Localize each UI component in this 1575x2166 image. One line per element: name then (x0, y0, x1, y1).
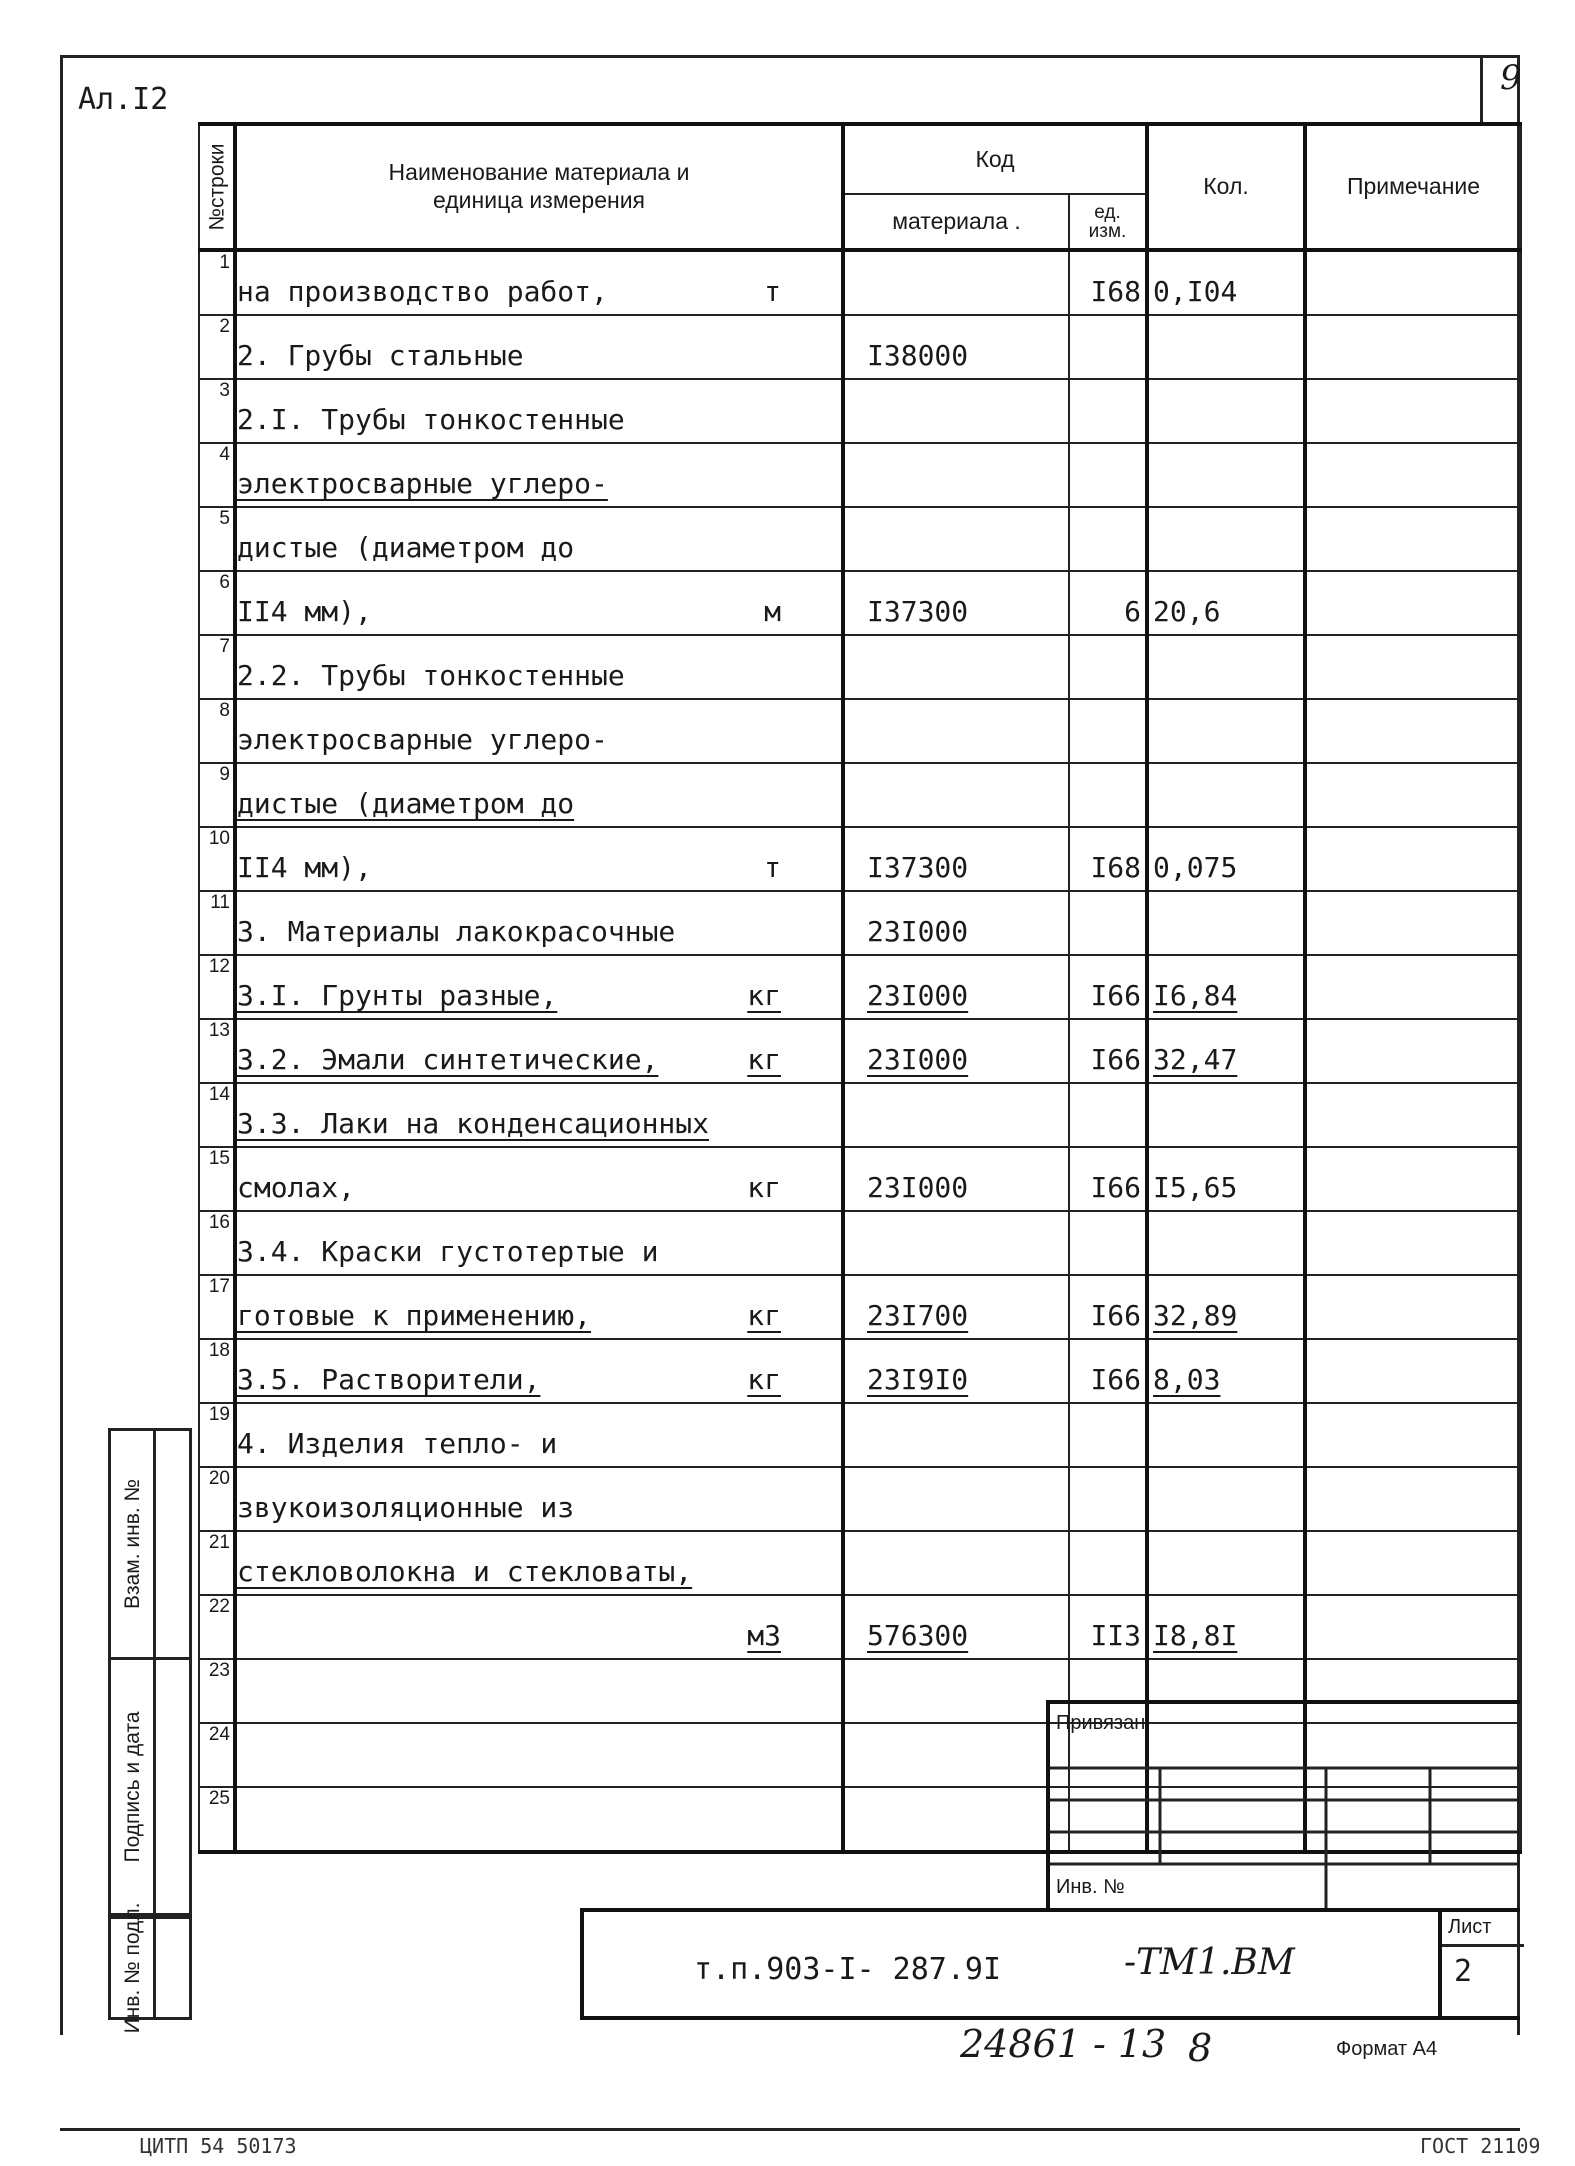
handwritten-number-2: 8 (1188, 2026, 1213, 2070)
row-number: 10 (199, 827, 235, 891)
material-name (235, 827, 843, 891)
material-name-text: 2.2. Трубы тонкостенные (237, 659, 625, 692)
row-number: 2 (199, 315, 235, 379)
table-row (199, 379, 1521, 443)
note (1305, 1147, 1521, 1211)
row-number: 1 (199, 250, 235, 315)
unit-label: м (764, 595, 781, 628)
table-row (199, 955, 1521, 1019)
row-number: 21 (199, 1531, 235, 1595)
sheet-id: Ал.I2 (78, 82, 169, 117)
material-name (235, 507, 843, 571)
quantity: 0,075 (1147, 827, 1305, 891)
material-name (235, 955, 843, 1019)
table-row (199, 1531, 1521, 1595)
material-name-text: 4. Изделия тепло- и (237, 1427, 558, 1460)
material-name (235, 1339, 843, 1403)
material-code (843, 699, 1069, 763)
material-name (235, 571, 843, 635)
table-row (199, 315, 1521, 379)
material-name-text: стекловолокна и стекловаты, (237, 1555, 693, 1588)
material-name-text: 2.I. Трубы тонкостенные (237, 403, 625, 436)
row-number: 11 (199, 891, 235, 955)
note (1305, 1403, 1521, 1467)
table-row (199, 1595, 1521, 1659)
unit-code: I68 (1069, 827, 1147, 891)
header-qty: Кол. (1147, 124, 1305, 250)
unit-code (1069, 315, 1147, 379)
note (1305, 1211, 1521, 1275)
material-code (843, 763, 1069, 827)
material-code (843, 1083, 1069, 1147)
row-number: 19 (199, 1403, 235, 1467)
material-name-text: звукоизоляционные из (237, 1491, 575, 1524)
unit-label: кг (747, 979, 781, 1012)
material-code: 23I000 (843, 1019, 1069, 1083)
material-code (843, 250, 1069, 315)
footer-right: ГОСТ 21109 (1420, 2134, 1541, 2158)
material-code (843, 1467, 1069, 1531)
unit-code (1069, 1083, 1147, 1147)
material-name-text: 3. Материалы лакокрасочные (237, 915, 676, 948)
corner-divider (1480, 55, 1483, 125)
material-name (235, 1019, 843, 1083)
material-name-text: 3.3. Лаки на конденсационных (237, 1107, 710, 1140)
stamp-privyazan: Привязан (1056, 1712, 1146, 1734)
material-name (235, 1211, 843, 1275)
material-code: 576300 (843, 1595, 1069, 1659)
unit-code (1069, 1531, 1147, 1595)
note (1305, 827, 1521, 891)
material-name (235, 699, 843, 763)
note (1305, 763, 1521, 827)
material-name (235, 1467, 843, 1531)
note (1305, 955, 1521, 1019)
note (1305, 635, 1521, 699)
material-name (235, 1147, 843, 1211)
note (1305, 1467, 1521, 1531)
material-name (235, 1531, 843, 1595)
unit-code: I66 (1069, 1019, 1147, 1083)
material-name (235, 1275, 843, 1339)
row-number: 4 (199, 443, 235, 507)
material-name-text: дистые (диаметром до (237, 531, 575, 564)
unit-code: I66 (1069, 1147, 1147, 1211)
table-row (199, 891, 1521, 955)
side-label-inv: Инв. № подл. (121, 1902, 144, 2034)
unit-label: т (764, 275, 781, 308)
material-code: I38000 (843, 315, 1069, 379)
row-number: 20 (199, 1467, 235, 1531)
quantity: 20,6 (1147, 571, 1305, 635)
header-material: материала . (843, 194, 1069, 250)
unit-label: кг (747, 1299, 781, 1332)
material-code: I37300 (843, 571, 1069, 635)
table-row (199, 1467, 1521, 1531)
row-number: 17 (199, 1275, 235, 1339)
unit-label: кг (747, 1043, 781, 1076)
material-name (235, 379, 843, 443)
row-number: 13 (199, 1019, 235, 1083)
material-name-text: 3.I. Грунты разные, (237, 979, 558, 1012)
side-vzam (108, 1428, 192, 1660)
material-code: I37300 (843, 827, 1069, 891)
header-row-no: №строки (199, 124, 235, 250)
note (1305, 1531, 1521, 1595)
header-note: Примечание (1305, 124, 1521, 250)
row-number: 12 (199, 955, 235, 1019)
material-code: 23I000 (843, 1147, 1069, 1211)
binding-stamp (1046, 1700, 1520, 1908)
note (1305, 507, 1521, 571)
quantity: 32,89 (1147, 1275, 1305, 1339)
sheet-label: Лист (1448, 1916, 1492, 1938)
note (1305, 1339, 1521, 1403)
note (1305, 891, 1521, 955)
row-number: 3 (199, 379, 235, 443)
quantity (1147, 379, 1305, 443)
unit-code (1069, 1467, 1147, 1531)
material-code: 23I9I0 (843, 1339, 1069, 1403)
material-name-text: электросварные углеро- (237, 467, 608, 500)
material-name-text: дистые (диаметром до (237, 787, 575, 820)
material-name-text: готовые к применению, (237, 1299, 592, 1332)
row-number: 16 (199, 1211, 235, 1275)
note (1305, 1083, 1521, 1147)
quantity (1147, 315, 1305, 379)
table-row (199, 1275, 1521, 1339)
unit-code: I66 (1069, 1275, 1147, 1339)
row-number: 15 (199, 1147, 235, 1211)
material-code (843, 443, 1069, 507)
footer-rule (60, 2128, 1520, 2131)
row-number: 14 (199, 1083, 235, 1147)
unit-code (1069, 379, 1147, 443)
unit-code: I66 (1069, 955, 1147, 1019)
side-label-podpis: Подпись и дата (121, 1710, 144, 1863)
note (1305, 1275, 1521, 1339)
material-name (235, 250, 843, 315)
unit-code (1069, 443, 1147, 507)
material-code (843, 379, 1069, 443)
quantity (1147, 891, 1305, 955)
quantity: I6,84 (1147, 955, 1305, 1019)
quantity (1147, 635, 1305, 699)
note (1305, 1019, 1521, 1083)
note (1305, 250, 1521, 315)
quantity: 8,03 (1147, 1339, 1305, 1403)
unit-label: кг (747, 1363, 781, 1396)
quantity: 32,47 (1147, 1019, 1305, 1083)
note (1305, 699, 1521, 763)
handwritten-number: 24861 - 13 (960, 2022, 1167, 2066)
material-name-text: 3.2. Эмали синтетические, (237, 1043, 659, 1076)
table-row (199, 250, 1521, 315)
material-name (235, 891, 843, 955)
doc-suffix: -ТМ1.ВМ (1124, 1942, 1295, 1983)
material-code (843, 1403, 1069, 1467)
unit-label: м3 (747, 1619, 781, 1652)
material-name (235, 315, 843, 379)
material-name-text: II4 мм), (237, 595, 372, 628)
title-block (580, 1908, 1520, 2020)
row-number: 22 (199, 1595, 235, 1659)
quantity (1147, 1403, 1305, 1467)
note (1305, 443, 1521, 507)
quantity (1147, 443, 1305, 507)
quantity (1147, 1211, 1305, 1275)
row-number: 9 (199, 763, 235, 827)
material-code (843, 635, 1069, 699)
table-row (199, 1019, 1521, 1083)
unit-code (1069, 507, 1147, 571)
note (1305, 379, 1521, 443)
row-number: 24 (199, 1723, 235, 1787)
row-number: 5 (199, 507, 235, 571)
material-name-text: 2. Грубы стальные (237, 339, 524, 372)
row-number: 8 (199, 699, 235, 763)
material-code (843, 1531, 1069, 1595)
materials-table (198, 122, 1522, 1854)
material-name (235, 763, 843, 827)
table-row (199, 571, 1521, 635)
material-code (843, 1211, 1069, 1275)
row-number: 6 (199, 571, 235, 635)
unit-code (1069, 763, 1147, 827)
quantity (1147, 507, 1305, 571)
table-row (199, 827, 1521, 891)
side-label-vzam: Взам. инв. № (121, 1478, 144, 1610)
table-row (199, 443, 1521, 507)
quantity: 0,I04 (1147, 250, 1305, 315)
unit-code (1069, 1211, 1147, 1275)
unit-label: кг (747, 1171, 781, 1204)
material-name (235, 1083, 843, 1147)
table-row (199, 1403, 1521, 1467)
material-name (235, 1723, 843, 1787)
stamp-inv-no: Инв. № (1056, 1876, 1125, 1898)
material-name-text: на производство работ, (237, 275, 608, 308)
table-row (199, 1211, 1521, 1275)
material-name (235, 1403, 843, 1467)
corner-mark: 9 (1500, 58, 1522, 98)
header-name: Наименование материала и единица измерения (235, 124, 843, 250)
material-name-text: смолах, (237, 1171, 356, 1204)
material-name (235, 1659, 843, 1723)
note (1305, 571, 1521, 635)
quantity (1147, 699, 1305, 763)
quantity: I8,8I (1147, 1595, 1305, 1659)
material-code: 23I000 (843, 891, 1069, 955)
row-number: 18 (199, 1339, 235, 1403)
table-row (199, 1339, 1521, 1403)
quantity (1147, 1531, 1305, 1595)
unit-code: I68 (1069, 250, 1147, 315)
material-name-text: электросварные углеро- (237, 723, 608, 756)
material-name (235, 1787, 843, 1852)
material-code (843, 507, 1069, 571)
material-code (843, 1723, 1069, 1787)
table-row (199, 763, 1521, 827)
material-name-text: 3.4. Краски густотертые и (237, 1235, 659, 1268)
header-code: Код (843, 124, 1147, 194)
note (1305, 1595, 1521, 1659)
format-label: Формат А4 (1336, 2038, 1438, 2060)
quantity (1147, 763, 1305, 827)
material-name (235, 1595, 843, 1659)
table-row (199, 1083, 1521, 1147)
row-number: 23 (199, 1659, 235, 1723)
note (1305, 315, 1521, 379)
unit-code (1069, 1403, 1147, 1467)
unit-code: 6 (1069, 571, 1147, 635)
side-podpis (108, 1660, 192, 1916)
material-name-text: 3.5. Растворители, (237, 1363, 541, 1396)
side-inv (108, 1902, 192, 2034)
unit-code (1069, 891, 1147, 955)
table-row (199, 635, 1521, 699)
unit-label: т (764, 851, 781, 884)
header-unit: ед. изм. (1069, 194, 1147, 250)
unit-code (1069, 699, 1147, 763)
table-row (199, 507, 1521, 571)
unit-code (1069, 635, 1147, 699)
quantity (1147, 1083, 1305, 1147)
sheet-box (1438, 1912, 1524, 2016)
quantity: I5,65 (1147, 1147, 1305, 1211)
material-name (235, 443, 843, 507)
material-code: 23I000 (843, 955, 1069, 1019)
doc-code: т.п.903-I- 287.9I (694, 1952, 1002, 1987)
material-name-text: II4 мм), (237, 851, 372, 884)
material-code (843, 1659, 1069, 1723)
unit-code: I66 (1069, 1339, 1147, 1403)
material-code (843, 1787, 1069, 1852)
table-row (199, 699, 1521, 763)
row-number: 7 (199, 635, 235, 699)
material-code: 23I700 (843, 1275, 1069, 1339)
footer-left: ЦИТП 54 50173 (140, 2134, 297, 2158)
sheet-number: 2 (1454, 1954, 1473, 1989)
material-name (235, 635, 843, 699)
row-number: 25 (199, 1787, 235, 1852)
unit-code: II3 (1069, 1595, 1147, 1659)
table-row (199, 1147, 1521, 1211)
quantity (1147, 1467, 1305, 1531)
